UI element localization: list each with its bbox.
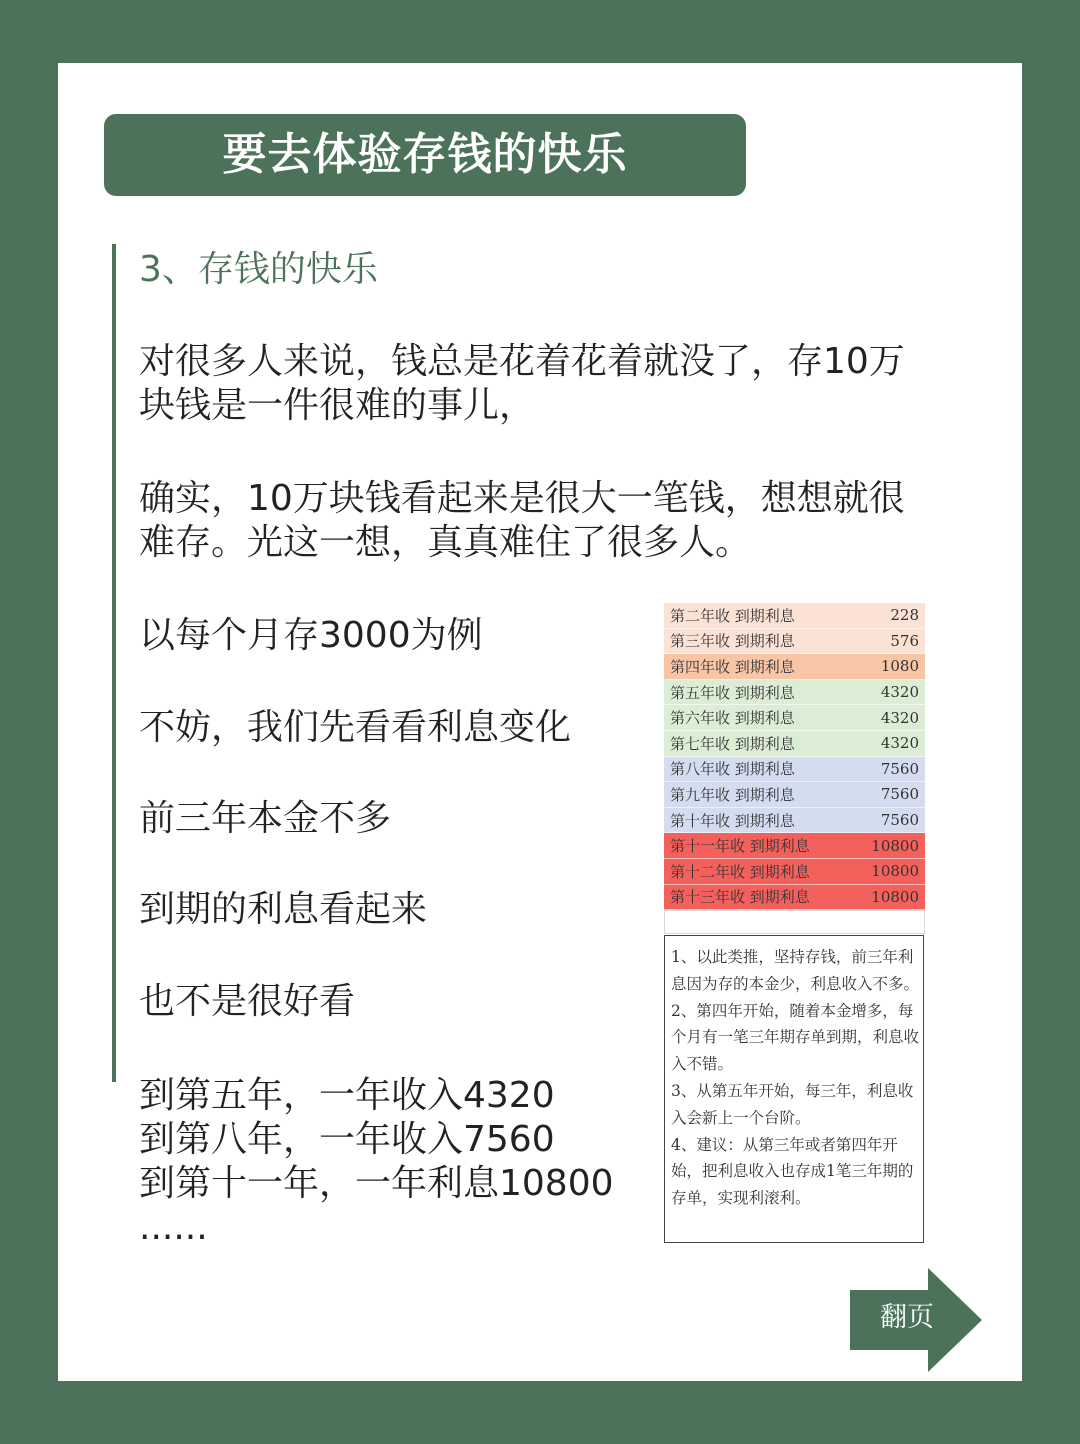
table-cell-value: 7560 <box>880 811 919 830</box>
table-cell-label: 第十二年收 到期利息 <box>670 862 810 881</box>
table-cell-label: 第二年收 到期利息 <box>670 606 795 625</box>
table-cell-value: 4320 <box>880 708 919 727</box>
table-row <box>664 833 925 859</box>
next-page-label: 翻页 <box>880 1302 934 1333</box>
table-cell-label: 第三年收 到期利息 <box>670 632 795 651</box>
table-cell-label: 第八年收 到期利息 <box>670 760 795 779</box>
table-cell-value: 7560 <box>880 785 919 804</box>
paragraph-line: 到第五年，一年收入4320 <box>139 1075 555 1116</box>
accent-divider <box>112 244 116 1082</box>
note-item: 1、以此类推，坚持存钱，前三年利息因为存的本金少，利息收入不多。 <box>671 948 920 993</box>
table-cell-value: 7560 <box>880 759 919 778</box>
paragraph-milestones <box>139 1074 614 1250</box>
paragraph-line: 块钱是一件很难的事儿， <box>139 385 536 426</box>
table-cell-value: 228 <box>890 606 919 625</box>
table-row <box>664 885 925 911</box>
paragraph-line: 难存。光这一想，真真难住了很多人。 <box>139 522 752 563</box>
table-cell-value: 576 <box>890 631 919 650</box>
table-row <box>664 808 925 834</box>
table-cell-label: 第十三年收 到期利息 <box>670 888 810 907</box>
table-cell-value: 4320 <box>880 734 919 753</box>
table-cell-value: 10800 <box>871 836 919 855</box>
note-item: 2、第四年开始，随着本金增多，每个月有一笔三年期存单到期，利息收入不错。 <box>671 1001 920 1074</box>
paragraph-line: ...... <box>139 1207 208 1248</box>
table-row <box>664 859 925 885</box>
note-item: 3、从第五年开始，每三年，利息收入会新上一个台阶。 <box>671 1081 914 1127</box>
table-cell-label: 第七年收 到期利息 <box>670 734 795 753</box>
table-cell-label: 第十年收 到期利息 <box>670 811 795 830</box>
table-row <box>664 603 925 629</box>
table-cell-label: 第六年收 到期利息 <box>670 709 795 728</box>
table-row-empty <box>664 910 925 934</box>
notes-box <box>664 935 924 1243</box>
paragraph-line: 确实，10万块钱看起来是很大一笔钱，想想就很 <box>139 478 905 519</box>
paragraph-interest: 不妨，我们先看看利息变化 <box>139 707 572 748</box>
table-row <box>664 705 925 731</box>
table-cell-label: 第九年收 到期利息 <box>670 785 795 804</box>
table-row <box>664 680 925 706</box>
table-row <box>664 757 925 783</box>
table-row <box>664 782 925 808</box>
paragraph-line: 对很多人来说，钱总是花着花着就没了，存10万 <box>139 341 905 382</box>
paragraph-principal: 前三年本金不多 <box>139 798 392 839</box>
paragraph-not-great: 也不是很好看 <box>139 981 356 1022</box>
section-heading: 3、存钱的快乐 <box>139 249 378 290</box>
paragraph-line: 到第十一年，一年利息10800 <box>139 1163 614 1204</box>
paragraph-line: 到第八年，一年收入7560 <box>139 1119 555 1160</box>
table-row <box>664 731 925 757</box>
paragraph-indeed <box>139 477 905 565</box>
table-row <box>664 654 925 680</box>
paragraph-example: 以每个月存3000为例 <box>139 615 483 656</box>
table-cell-label: 第十一年收 到期利息 <box>670 837 810 856</box>
paragraph-intro <box>139 340 905 428</box>
page-title: 要去体验存钱的快乐 <box>104 114 746 196</box>
table-cell-value: 10800 <box>871 862 919 881</box>
table-cell-label: 第五年收 到期利息 <box>670 683 795 702</box>
next-page-button[interactable] <box>850 1268 982 1372</box>
paragraph-maturity: 到期的利息看起来 <box>139 889 428 930</box>
table-cell-label: 第四年收 到期利息 <box>670 657 795 676</box>
note-item: 4、建议：从第三年或者第四年开始，把利息收入也存成1笔三年期的存单，实现利滚利。 <box>671 1135 914 1208</box>
table-cell-value: 4320 <box>880 683 919 702</box>
table-cell-value: 10800 <box>871 887 919 906</box>
table-row <box>664 629 925 655</box>
table-cell-value: 1080 <box>880 657 919 676</box>
interest-table <box>664 603 925 934</box>
